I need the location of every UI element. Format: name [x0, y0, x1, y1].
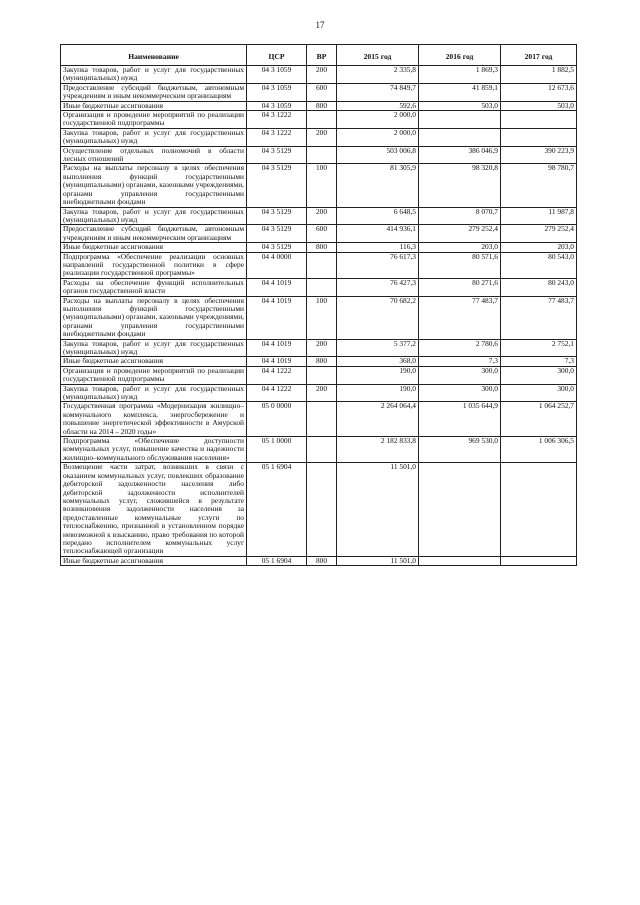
cell-2015: 190,0: [337, 384, 419, 402]
cell-2016: 386 046,9: [419, 146, 501, 164]
cell-2016: 41 859,1: [419, 83, 501, 101]
cell-vr: 800: [307, 101, 337, 110]
table-row: [61, 463, 577, 556]
cell-csr: 04 4 1222: [247, 366, 307, 384]
cell-2016: 77 483,7: [419, 296, 501, 339]
cell-2015: 503 006,8: [337, 146, 419, 164]
cell-2015: 11 501,0: [337, 556, 419, 565]
cell-2017: 203,0: [501, 243, 577, 252]
cell-2017: 98 780,7: [501, 164, 577, 207]
cell-2015: 2 000,0: [337, 128, 419, 146]
cell-2017: [501, 111, 577, 129]
column-header-vr: ВР: [307, 45, 337, 66]
cell-2015: 368,0: [337, 357, 419, 366]
cell-name: Закупка товаров, работ и услуг для государственных (муниципальных) нужд: [61, 384, 247, 402]
cell-vr: 200: [307, 384, 337, 402]
table-row: [61, 252, 577, 278]
cell-2015: 2 000,0: [337, 111, 419, 129]
cell-2016: 98 320,8: [419, 164, 501, 207]
cell-csr: 04 3 1059: [247, 66, 307, 84]
cell-2017: [501, 463, 577, 556]
cell-name: Организация и проведение мероприятий по реализации государственной подпрограммы: [61, 111, 247, 129]
cell-csr: 05 1 6904: [247, 463, 307, 556]
cell-name: Расходы на выплаты персоналу в целях обеспечения выполнения функций государственными (муниципальными) органами, казенными учреждениями, органами управления государственными внебюджетными фондами: [61, 296, 247, 339]
cell-2017: 11 987,8: [501, 207, 577, 225]
cell-2017: 1 064 252,7: [501, 402, 577, 437]
table-row: [61, 101, 577, 110]
cell-2017: 7,3: [501, 357, 577, 366]
cell-csr: 04 4 0000: [247, 252, 307, 278]
cell-csr: 04 3 1059: [247, 101, 307, 110]
column-header-csr: ЦСР: [247, 45, 307, 66]
cell-vr: [307, 278, 337, 296]
cell-name: Иные бюджетные ассигнования: [61, 101, 247, 110]
cell-2016: 203,0: [419, 243, 501, 252]
table-row: [61, 357, 577, 366]
cell-vr: [307, 252, 337, 278]
table-row: [61, 207, 577, 225]
budget-table: [60, 44, 577, 566]
cell-name: Расходы на обеспечение функций исполнительных органов государственной власти: [61, 278, 247, 296]
cell-2016: 1 035 644,9: [419, 402, 501, 437]
cell-2015: 2 335,8: [337, 66, 419, 84]
cell-name: Закупка товаров, работ и услуг для государственных (муниципальных) нужд: [61, 339, 247, 357]
cell-2017: 80 243,0: [501, 278, 577, 296]
cell-2017: 300,0: [501, 384, 577, 402]
cell-name: Предоставление субсидий бюджетным, автономным учреждениям и иным некоммерческим организациям: [61, 225, 247, 243]
cell-vr: 200: [307, 128, 337, 146]
cell-csr: 05 1 0000: [247, 437, 307, 463]
cell-vr: 200: [307, 339, 337, 357]
cell-2016: [419, 111, 501, 129]
cell-2015: 116,3: [337, 243, 419, 252]
cell-csr: 04 3 5129: [247, 164, 307, 207]
cell-vr: [307, 146, 337, 164]
cell-name: Иные бюджетные ассигнования: [61, 243, 247, 252]
cell-csr: 04 4 1019: [247, 278, 307, 296]
cell-2017: 12 673,6: [501, 83, 577, 101]
cell-2016: 8 070,7: [419, 207, 501, 225]
cell-vr: [307, 402, 337, 437]
cell-csr: 05 0 0000: [247, 402, 307, 437]
table-row: [61, 402, 577, 437]
cell-2015: 5 377,2: [337, 339, 419, 357]
column-header-2017: 2017 год: [501, 45, 577, 66]
cell-csr: 04 4 1019: [247, 296, 307, 339]
cell-vr: 600: [307, 83, 337, 101]
cell-2015: 2 182 833,8: [337, 437, 419, 463]
cell-2017: 77 483,7: [501, 296, 577, 339]
cell-2017: 80 543,0: [501, 252, 577, 278]
cell-2017: 1 882,5: [501, 66, 577, 84]
cell-vr: [307, 111, 337, 129]
cell-vr: [307, 366, 337, 384]
cell-csr: 04 3 5129: [247, 225, 307, 243]
cell-2017: [501, 556, 577, 565]
cell-csr: 04 4 1019: [247, 339, 307, 357]
cell-2015: 70 682,2: [337, 296, 419, 339]
cell-name: Подпрограмма «Обеспечение доступности коммунальных услуг, повышение качества и надежности жилищно–коммунального обслуживания населения»: [61, 437, 247, 463]
cell-csr: 04 4 1222: [247, 384, 307, 402]
cell-2017: 1 006 306,5: [501, 437, 577, 463]
cell-name: Иные бюджетные ассигнования: [61, 357, 247, 366]
table-row: [61, 83, 577, 101]
cell-vr: 800: [307, 243, 337, 252]
table-row: [61, 111, 577, 129]
cell-2015: 6 648,5: [337, 207, 419, 225]
cell-name: Организация и проведение мероприятий по реализации государственной подпрограммы: [61, 366, 247, 384]
cell-name: Иные бюджетные ассигнования: [61, 556, 247, 565]
cell-2016: [419, 556, 501, 565]
cell-csr: 04 3 1222: [247, 111, 307, 129]
cell-2015: 76 427,3: [337, 278, 419, 296]
cell-csr: 04 3 5129: [247, 243, 307, 252]
cell-2016: [419, 128, 501, 146]
cell-2017: 300,0: [501, 366, 577, 384]
cell-name: Закупка товаров, работ и услуг для государственных (муниципальных) нужд: [61, 128, 247, 146]
cell-name: Осуществление отдельных полномочий в области лесных отношений: [61, 146, 247, 164]
cell-2016: 1 869,3: [419, 66, 501, 84]
cell-vr: 200: [307, 66, 337, 84]
cell-2017: [501, 128, 577, 146]
page-number: 17: [315, 20, 325, 30]
cell-vr: 800: [307, 357, 337, 366]
cell-2015: 2 264 064,4: [337, 402, 419, 437]
cell-vr: 100: [307, 164, 337, 207]
table-row: [61, 366, 577, 384]
cell-2016: 80 571,6: [419, 252, 501, 278]
cell-vr: 800: [307, 556, 337, 565]
table-row: [61, 66, 577, 84]
cell-name: Подпрограмма «Обеспечение реализации основных направлений государственной политики в сфере реализации государственной программы»: [61, 252, 247, 278]
cell-csr: 04 3 1222: [247, 128, 307, 146]
cell-name: Государственная программа «Модернизация жилищно–коммунального комплекса, энергосбережение и повышение энергетической эффективности в Амурской области на 2014 – 2020 годы»: [61, 402, 247, 437]
cell-2016: 300,0: [419, 366, 501, 384]
cell-2016: 7,3: [419, 357, 501, 366]
cell-2015: 592,6: [337, 101, 419, 110]
cell-vr: 100: [307, 296, 337, 339]
cell-csr: 04 3 1059: [247, 83, 307, 101]
column-header-2016: 2016 год: [419, 45, 501, 66]
column-header-name: Наименование: [61, 45, 247, 66]
table-row: [61, 296, 577, 339]
table-row: [61, 339, 577, 357]
cell-name: Закупка товаров, работ и услуг для государственных (муниципальных) нужд: [61, 207, 247, 225]
cell-2017: 279 252,4: [501, 225, 577, 243]
cell-vr: 600: [307, 225, 337, 243]
cell-2015: 414 936,1: [337, 225, 419, 243]
table-row: [61, 278, 577, 296]
cell-2015: 190,0: [337, 366, 419, 384]
cell-vr: [307, 463, 337, 556]
table-header-row: [61, 45, 577, 66]
table-row: [61, 225, 577, 243]
table-row: [61, 146, 577, 164]
cell-2017: 2 752,1: [501, 339, 577, 357]
cell-name: Предоставление субсидий бюджетным, автономным учреждениям и иным некоммерческим организациям: [61, 83, 247, 101]
cell-csr: 04 4 1019: [247, 357, 307, 366]
cell-vr: 200: [307, 207, 337, 225]
cell-2016: 503,0: [419, 101, 501, 110]
cell-csr: 05 1 6904: [247, 556, 307, 565]
cell-2016: 279 252,4: [419, 225, 501, 243]
table-row: [61, 243, 577, 252]
table-row: [61, 128, 577, 146]
cell-2016: 300,0: [419, 384, 501, 402]
cell-2016: [419, 463, 501, 556]
cell-2017: 503,0: [501, 101, 577, 110]
cell-2017: 390 223,9: [501, 146, 577, 164]
cell-2015: 76 617,3: [337, 252, 419, 278]
column-header-2015: 2015 год: [337, 45, 419, 66]
cell-vr: [307, 437, 337, 463]
cell-name: Расходы на выплаты персоналу в целях обеспечения выполнения функций государственными (муниципальными) органами, казенными учреждениями, органами управления государственными внебюджетными фондами: [61, 164, 247, 207]
table-row: [61, 556, 577, 565]
table-row: [61, 384, 577, 402]
cell-2016: 80 271,6: [419, 278, 501, 296]
cell-2015: 11 501,0: [337, 463, 419, 556]
cell-2016: 2 780,6: [419, 339, 501, 357]
cell-name: Закупка товаров, работ и услуг для государственных (муниципальных) нужд: [61, 66, 247, 84]
cell-name: Возмещение части затрат, возникших в связи с оказанием коммунальных услуг, повлекших образование дебиторской задолженности населения либо дебиторской задолженности исполнителей коммунальных услуг, сложившейся в результате возникновения задолженности населения за предоставленные коммунальные услуги по теплоснабжению, признанной в установленном порядке невозможной к взысканию, право требования по которой передано исполнителем коммунальных услуг теплоснабжающей организации: [61, 463, 247, 556]
cell-2015: 81 305,9: [337, 164, 419, 207]
table-row: [61, 164, 577, 207]
cell-2015: 74 849,7: [337, 83, 419, 101]
table-row: [61, 437, 577, 463]
budget-table-body: [61, 66, 577, 566]
cell-2016: 969 530,0: [419, 437, 501, 463]
cell-csr: 04 3 5129: [247, 207, 307, 225]
cell-csr: 04 3 5129: [247, 146, 307, 164]
